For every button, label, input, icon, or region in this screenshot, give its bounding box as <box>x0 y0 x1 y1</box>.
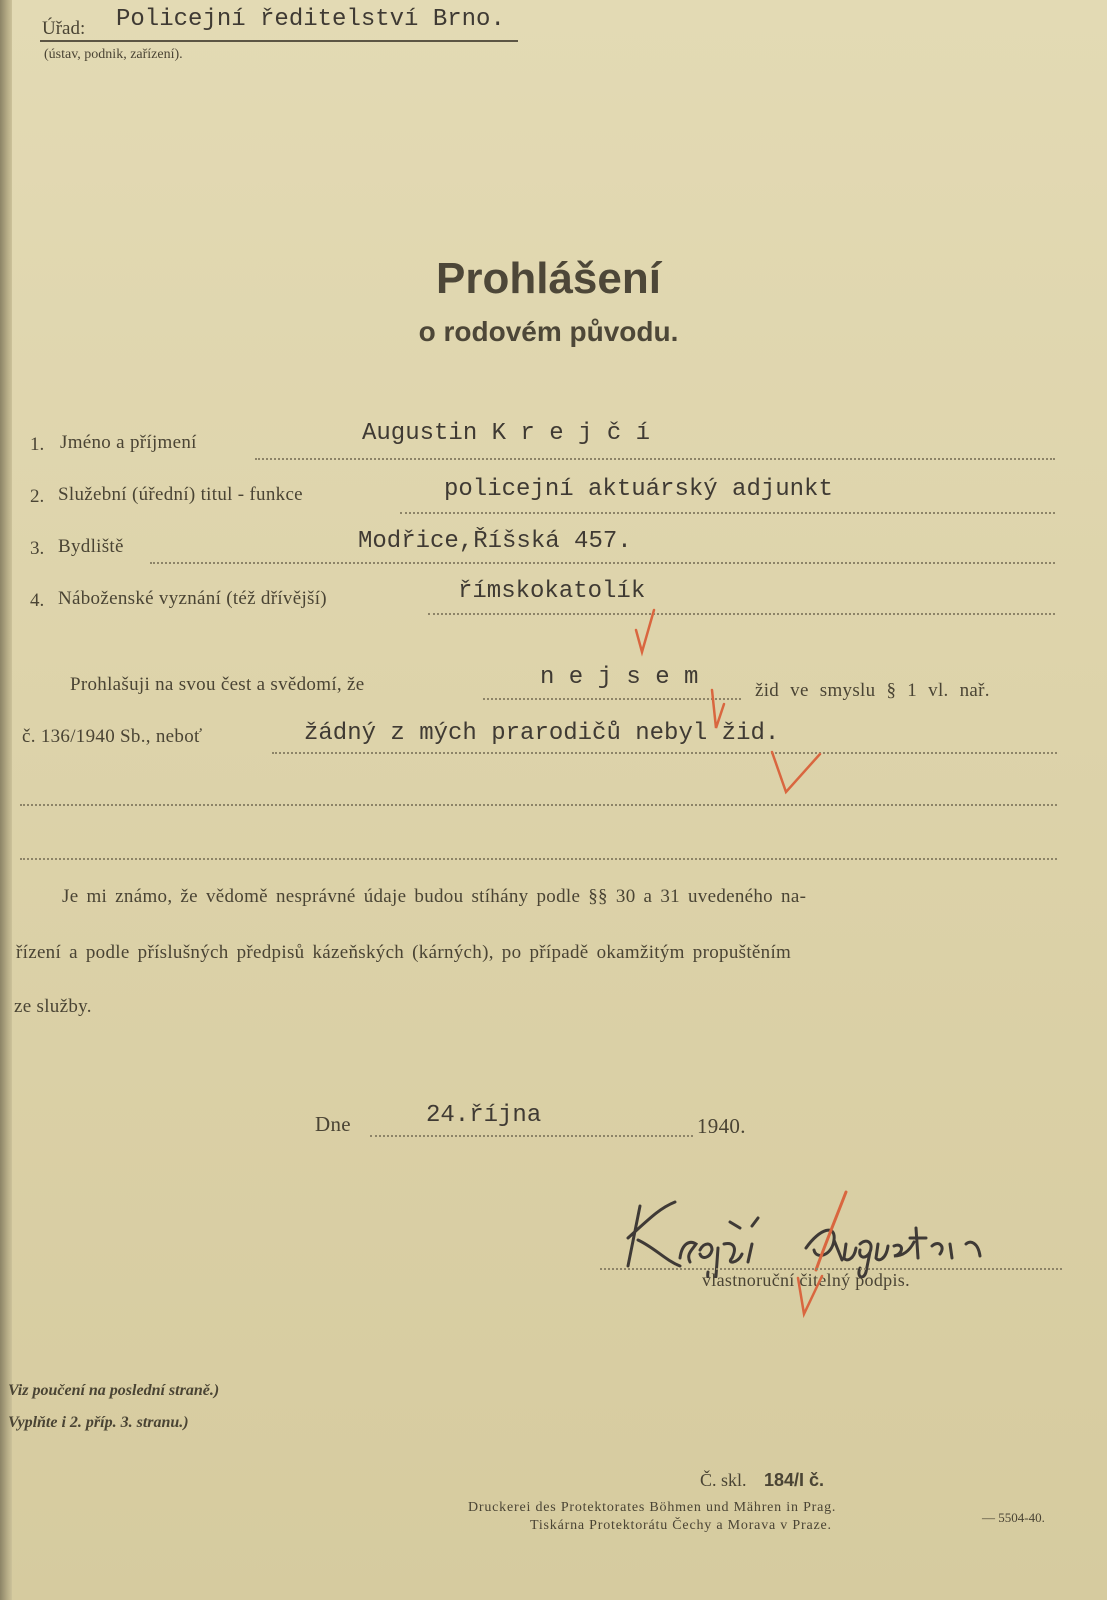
declaration-prefix: Prohlašuji na svou čest a svědomí, že <box>70 674 365 695</box>
declaration-line2-prefix: č. 136/1940 Sb., neboť <box>22 726 203 747</box>
note-line-2: Vyplňte i 2. příp. 3. stranu.) <box>8 1414 189 1431</box>
field-line <box>255 458 1055 460</box>
field-number: 4. <box>30 590 45 611</box>
date-year: 1940. <box>697 1114 746 1138</box>
red-check-marks <box>600 600 840 800</box>
field-label-residence: Bydliště <box>58 536 124 557</box>
handwritten-signature <box>620 1188 1070 1278</box>
field-value-title: policejní aktuárský adjunkt <box>444 476 833 503</box>
note-line-1: Viz poučení na poslední straně.) <box>8 1382 220 1399</box>
field-number: 2. <box>30 486 45 507</box>
declaration-suffix: žid ve smyslu § 1 vl. nař. <box>755 680 990 701</box>
field-line <box>400 512 1055 514</box>
signature-caption: vlastnoruční čitelný podpis. <box>702 1270 910 1290</box>
field-number: 3. <box>30 538 45 559</box>
declaration-reason: žádný z mých prarodičů nebyl žid. <box>304 720 780 747</box>
printer-line-cz: Tiskárna Protektorátu Čechy a Morava v Praze. <box>530 1518 832 1533</box>
warning-line-3: ze služby. <box>14 996 92 1017</box>
field-label-title: Služební (úřední) titul - funkce <box>58 484 303 505</box>
catalog-number: 184/I č. <box>764 1470 825 1490</box>
red-check-signature <box>790 1270 830 1320</box>
field-line <box>150 562 1055 564</box>
field-label-religion: Náboženské vyznání (též dřívější) <box>58 588 327 609</box>
warning-line-1: Je mi známo, že vědomě nesprávné údaje budou stíhány podle §§ 30 a 31 uvedeného na- <box>62 886 807 907</box>
field-label-name: Jméno a příjmení <box>60 432 197 453</box>
form-page <box>12 0 1107 1600</box>
document-title: Prohlášení <box>436 254 661 303</box>
field-value-name: Augustin K r e j č í <box>362 420 651 447</box>
date-value: 24.října <box>426 1102 542 1129</box>
blank-line <box>20 858 1057 860</box>
field-number: 1. <box>30 434 45 455</box>
office-sublabel: (ústav, podnik, zařízení). <box>44 47 183 62</box>
printer-line-de: Druckerei des Protektorates Böhmen und Mähren in Prag. <box>468 1500 837 1515</box>
office-underline <box>40 40 518 42</box>
document-subtitle: o rodovém původu. <box>418 316 679 347</box>
declaration-answer: n e j s e m <box>540 664 699 691</box>
office-label: Úřad: <box>42 18 86 39</box>
field-value-residence: Modřice,Říšská 457. <box>358 528 632 555</box>
field-value-religion: římskokatolík <box>458 578 646 605</box>
date-line <box>370 1135 693 1137</box>
print-code: — 5504-40. <box>982 1510 1045 1525</box>
office-value: Policejní ředitelství Brno. <box>116 6 505 33</box>
date-label: Dne <box>315 1112 351 1136</box>
catalog-prefix: Č. skl. <box>700 1470 747 1490</box>
blank-line <box>20 804 1057 806</box>
warning-line-2: řízení a podle příslušných předpisů kázeňských (kárných), po případě okamžitým propuštěním <box>16 942 792 963</box>
